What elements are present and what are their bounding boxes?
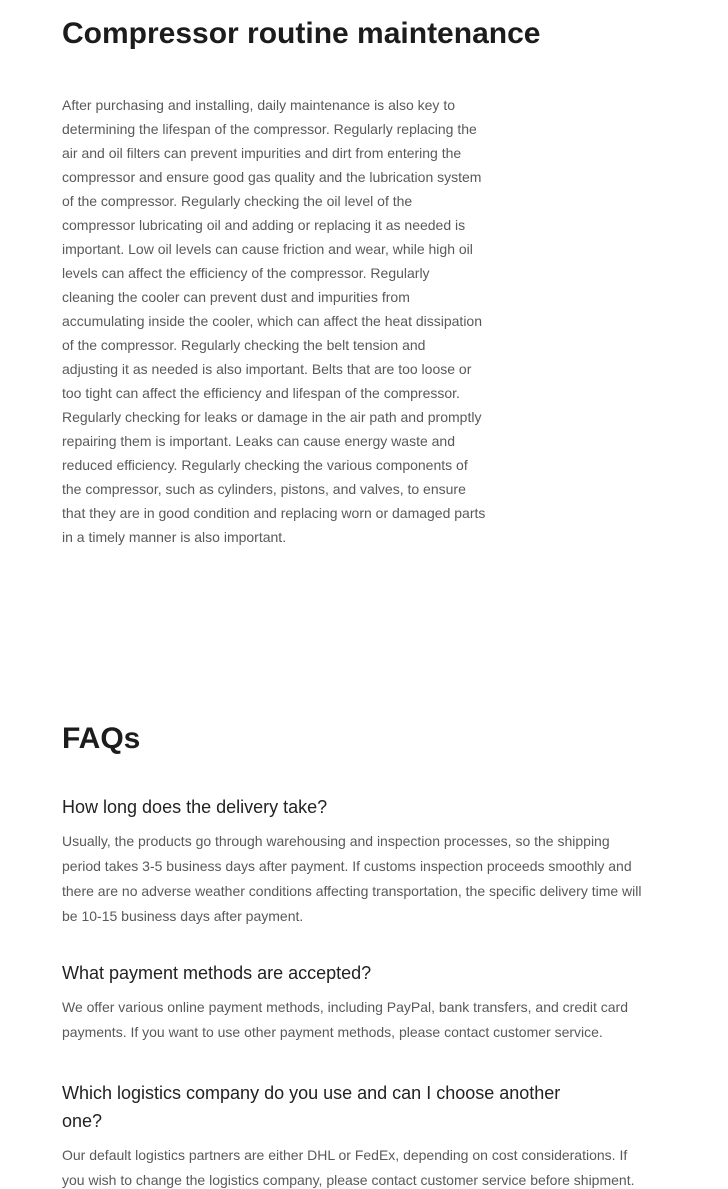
- faq-item-logistics: [62, 1079, 700, 1189]
- maintenance-paragraph: After purchasing and installing, daily maintenance is also key to determining the lifespan of the compressor. Regularly replacing the air and oil filters can prevent impurities and dirt from entering the compressor and ensure good gas quality and the lubrication system of the compressor. Regularly checking the oil level of the compressor lubricating oil and adding or replacing it as needed is important. Low oil levels can cause friction and wear, while high oil levels can affect the efficiency of the compressor. Regularly cleaning the cooler can prevent dust and impurities from accumulating inside the cooler, which can affect the heat dissipation of the compressor. Regularly checking the belt tension and adjusting it as needed is also important. Belts that are too loose or too tight can affect the efficiency and lifespan of the compressor. Regularly checking for leaks or damage in the air path and promptly repairing them is important. Leaks can cause energy waste and reduced efficiency. Regularly checking the various components of the compressor, such as cylinders, pistons, and valves, to ensure that they are in good condition and replacing worn or damaged parts in a timely manner is also important.: [62, 97, 486, 545]
- faq-item-payment: [62, 959, 700, 1045]
- faq-answer-payment: We offer various online payment methods, including PayPal, bank transfers, and credit card payments. If you want to use other payment methods, please contact customer service.: [62, 999, 629, 1040]
- faq-answer-logistics: Our default logistics partners are either DHL or FedEx, depending on cost considerations. If you wish to change the logistics company, please contact customer service before shipment.: [62, 1147, 635, 1188]
- maintenance-section: [62, 16, 700, 549]
- faq-item-delivery: [62, 793, 700, 929]
- faq-question-delivery: How long does the delivery take?: [62, 797, 328, 817]
- faq-heading: FAQs: [62, 722, 141, 755]
- faq-question-logistics: Which logistics company do you use and can I choose another one?: [62, 1083, 561, 1131]
- faq-section: [62, 721, 700, 1189]
- faq-question-payment: What payment methods are accepted?: [62, 963, 372, 983]
- page-title: Compressor routine maintenance: [62, 17, 541, 50]
- faq-answer-delivery: Usually, the products go through warehousing and inspection processes, so the shipping period takes 3-5 business days after payment. If customs inspection proceeds smoothly and there are no adverse weather conditions affecting transportation, the specific delivery time will be 10-15 business days after payment.: [62, 833, 642, 924]
